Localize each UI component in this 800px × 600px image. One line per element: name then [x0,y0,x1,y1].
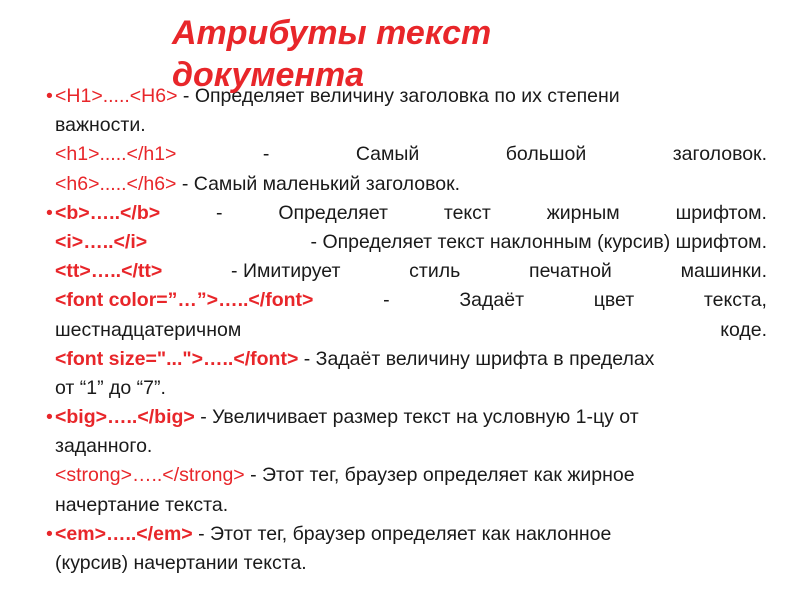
html-tag: <tt>…..</tt> [55,260,163,283]
continuation-line [55,549,767,578]
description-word: заголовок. [672,143,767,166]
continuation-line [55,111,767,140]
bullet-icon: • [46,406,53,429]
description-text: от “1” до “7”. [55,376,166,399]
continuation-line [55,374,767,403]
continuation-line [55,432,767,461]
description-text: начертание текста. [55,493,229,516]
description-word: Определяет [278,201,388,224]
description-text: - Увеличивает размер текст на условную 1-цу от [200,406,639,429]
description-word: цвет [593,289,635,312]
list-subitem [55,257,767,286]
html-tag: <h6>.....</h6> [55,172,177,195]
list-item [46,403,767,432]
description-text: заданного. [55,435,153,458]
html-tag: <strong>…..</strong> [55,464,245,487]
html-tag: <em>…..</em> [55,522,193,545]
description-word: большой [505,143,587,166]
description-word: стиль [409,260,461,283]
continuation-line [55,316,767,345]
list-subitem [55,170,767,199]
html-tag: <H1>.....<H6> [55,85,178,107]
description-text: (курсив) начертании текста. [55,552,307,574]
html-tag: <h1>.....</h1> [55,143,177,166]
description-text: - Определяет текст наклонным (курсив) шрифтом. [310,230,767,253]
description-word: - [216,201,223,224]
continuation-line [55,491,767,520]
description-text: - Самый маленький заголовок. [181,172,461,195]
html-tag: <font size="...">…..</font> [55,347,299,370]
list-item [46,199,767,228]
slide-title: Атрибуты текст документа [172,14,492,94]
description-text: - Определяет величину заголовка по их степени [182,85,620,107]
list-subitem [55,286,767,315]
description-word: Задаёт [459,289,524,312]
html-tag: <font color=”…”>…..</font> [55,289,314,312]
description-word: текста, [703,289,767,312]
bullet-icon: • [46,522,53,545]
list-subitem [55,461,767,490]
bullet-icon: • [46,85,53,107]
description-text: - Этот тег, браузер определяет как жирное [250,464,635,487]
description-text: важности. [55,114,146,137]
html-tag: <i>…..</i> [55,230,148,253]
description-word: Самый [355,143,420,166]
description-text: - Этот тег, браузер определяет как наклонное [198,522,612,545]
html-tag: <b>…..</b> [55,201,161,224]
description-word: жирным [546,201,620,224]
description-word: - Имитирует [231,260,341,283]
description-word: коде. [720,318,767,341]
slide-content [46,82,767,578]
bullet-icon: • [46,201,53,224]
description-word: шрифтом. [675,201,767,224]
list-subitem [55,345,767,374]
description-text: - Задаёт величину шрифта в пределах [303,347,655,370]
list-subitem [55,228,767,257]
list-item [46,520,767,549]
description-word: шестнадцатеричном [55,318,242,341]
description-word: машинки. [680,260,767,283]
description-word: печатной [529,260,612,283]
html-tag: <big>…..</big> [55,406,195,429]
list-subitem [55,140,767,169]
description-word: текст [443,201,491,224]
description-word: - [383,289,390,312]
description-word: - [262,143,270,166]
